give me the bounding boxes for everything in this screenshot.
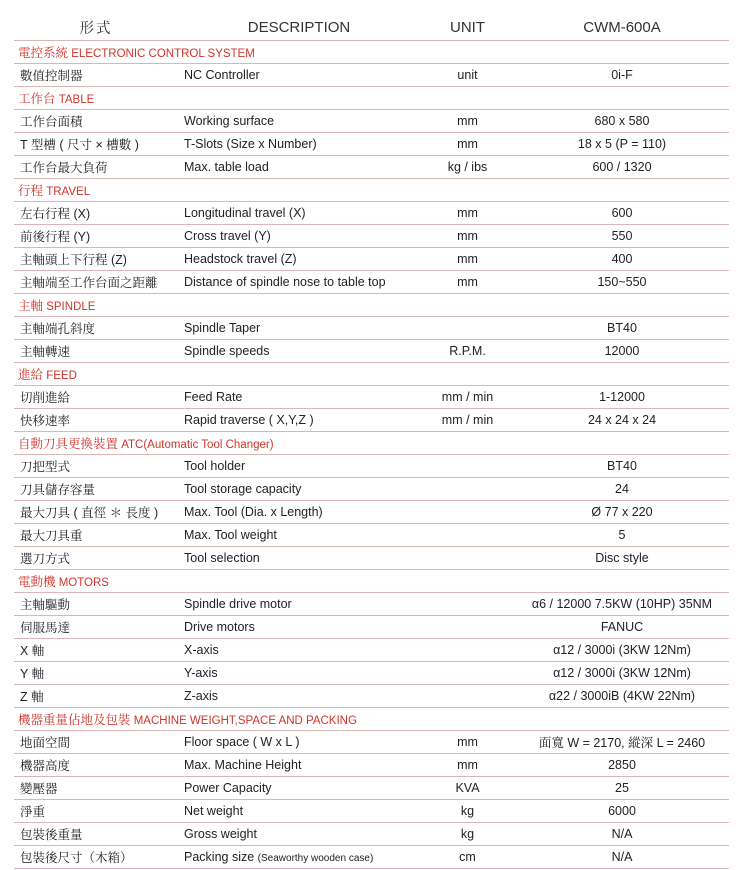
table-row bbox=[14, 547, 729, 570]
row-value-cell bbox=[515, 754, 729, 777]
section-title-en: MACHINE WEIGHT,SPACE AND PACKING bbox=[130, 715, 357, 727]
row-name: 最大刀具 ( 直徑 ＊ 長度 ) bbox=[20, 506, 159, 520]
row-name: X 軸 bbox=[20, 644, 45, 658]
row-unit-cell bbox=[420, 271, 515, 294]
table-row bbox=[14, 386, 729, 409]
row-value-cell bbox=[515, 64, 729, 87]
table-row bbox=[14, 846, 729, 869]
row-name: T 型槽 ( 尺寸 × 槽數 ) bbox=[20, 138, 139, 152]
row-value: 12000 bbox=[604, 344, 640, 358]
row-unit-cell bbox=[420, 777, 515, 800]
row-name: 左右行程 (X) bbox=[20, 207, 91, 221]
section-title-en: FEED bbox=[43, 370, 77, 382]
row-unit: mm bbox=[457, 229, 478, 243]
section-row bbox=[14, 179, 729, 202]
row-description: Max. Tool (Dia. x Length) bbox=[184, 505, 323, 519]
row-unit: kg bbox=[460, 827, 475, 841]
row-name-cell bbox=[14, 501, 178, 524]
row-unit-cell bbox=[420, 501, 515, 524]
section-title-en: TRAVEL bbox=[43, 186, 91, 198]
row-value-cell bbox=[515, 202, 729, 225]
row-unit-cell bbox=[420, 662, 515, 685]
row-description-cell bbox=[178, 593, 420, 616]
row-value-cell bbox=[515, 593, 729, 616]
section-title-cjk: 自動刀具更換裝置 bbox=[18, 437, 119, 451]
row-value: 680 x 580 bbox=[594, 114, 650, 128]
section-cell bbox=[14, 570, 729, 593]
specification-table bbox=[14, 14, 729, 869]
row-name-cell bbox=[14, 823, 178, 846]
row-description: Packing size (Seaworthy wooden case) bbox=[184, 850, 374, 864]
table-row bbox=[14, 616, 729, 639]
row-name: 切削進給 bbox=[20, 391, 71, 405]
row-description: X-axis bbox=[184, 643, 219, 657]
section-title bbox=[14, 43, 729, 61]
row-description-cell bbox=[178, 225, 420, 248]
row-description: Headstock travel (Z) bbox=[184, 252, 297, 266]
section-title-cjk: 工作台 bbox=[18, 92, 56, 106]
row-value: 面寬 W = 2170, 縱深 L = 2460 bbox=[538, 736, 706, 750]
row-unit: cm bbox=[459, 850, 476, 864]
row-name: 包裝後尺寸（木箱） bbox=[20, 851, 133, 865]
row-value-cell bbox=[515, 156, 729, 179]
section-row bbox=[14, 432, 729, 455]
row-description-cell bbox=[178, 524, 420, 547]
row-unit-cell bbox=[420, 225, 515, 248]
header-unit-label: UNIT bbox=[450, 18, 485, 36]
row-value: 150~550 bbox=[597, 275, 647, 289]
row-description-cell bbox=[178, 202, 420, 225]
row-value-cell bbox=[515, 823, 729, 846]
row-unit-cell bbox=[420, 386, 515, 409]
section-cell bbox=[14, 294, 729, 317]
row-value: Ø 77 x 220 bbox=[591, 505, 653, 519]
row-unit: kg / ibs bbox=[447, 160, 488, 174]
row-name: 主軸端至工作台面之距離 bbox=[20, 276, 158, 290]
table-row bbox=[14, 271, 729, 294]
row-unit: kg bbox=[460, 804, 475, 818]
section-title-cjk: 機器重量佔地及包裝 bbox=[18, 713, 131, 727]
row-name: 刀具儲存容量 bbox=[20, 483, 96, 497]
row-description-cell bbox=[178, 754, 420, 777]
row-name-cell bbox=[14, 639, 178, 662]
row-unit: KVA bbox=[455, 781, 480, 795]
row-name-cell bbox=[14, 616, 178, 639]
row-description-cell bbox=[178, 823, 420, 846]
section-title-cjk: 電控系統 bbox=[18, 46, 69, 60]
row-value: BT40 bbox=[607, 321, 637, 335]
table-row bbox=[14, 340, 729, 363]
row-name-cell bbox=[14, 754, 178, 777]
row-name: 主軸轉速 bbox=[20, 345, 71, 359]
row-value-cell bbox=[515, 616, 729, 639]
table-row bbox=[14, 593, 729, 616]
row-description: T-Slots (Size x Number) bbox=[184, 137, 317, 151]
row-unit-cell bbox=[420, 685, 515, 708]
row-description: Cross travel (Y) bbox=[184, 229, 271, 243]
row-unit: mm / min bbox=[441, 390, 494, 404]
row-value: α6 / 12000 7.5KW (10HP) 35NM bbox=[531, 597, 713, 611]
row-name-cell bbox=[14, 547, 178, 570]
row-unit-cell bbox=[420, 731, 515, 754]
row-description-cell bbox=[178, 455, 420, 478]
row-description: Net weight bbox=[184, 804, 244, 818]
table-row bbox=[14, 455, 729, 478]
table-row bbox=[14, 639, 729, 662]
row-description: Spindle speeds bbox=[184, 344, 270, 358]
header-type-label: 形式 bbox=[79, 20, 113, 37]
section-row bbox=[14, 87, 729, 110]
row-value-cell bbox=[515, 317, 729, 340]
row-description: Tool holder bbox=[184, 459, 246, 473]
table-row bbox=[14, 662, 729, 685]
row-description-cell bbox=[178, 639, 420, 662]
row-value: 400 bbox=[611, 252, 633, 266]
row-value: N/A bbox=[611, 827, 633, 841]
row-name: 主軸驅動 bbox=[20, 598, 71, 612]
row-value: α12 / 3000i (3KW 12Nm) bbox=[553, 643, 691, 657]
table-row bbox=[14, 754, 729, 777]
table-row bbox=[14, 823, 729, 846]
row-description: Max. table load bbox=[184, 160, 269, 174]
row-value-cell bbox=[515, 501, 729, 524]
row-value: BT40 bbox=[607, 459, 637, 473]
row-description-cell bbox=[178, 478, 420, 501]
row-value-cell bbox=[515, 225, 729, 248]
row-description: Tool selection bbox=[184, 551, 260, 565]
row-unit-cell bbox=[420, 846, 515, 869]
row-name-cell bbox=[14, 800, 178, 823]
section-title-en: MOTORS bbox=[55, 577, 109, 589]
row-description-cell bbox=[178, 731, 420, 754]
header-cell-unit bbox=[420, 14, 515, 41]
row-unit-cell bbox=[420, 133, 515, 156]
row-name: 前後行程 (Y) bbox=[20, 230, 91, 244]
row-description-note: (Seaworthy wooden case) bbox=[257, 853, 374, 864]
section-title-en: SPINDLE bbox=[43, 301, 96, 313]
table-row bbox=[14, 317, 729, 340]
section-title-cjk: 行程 bbox=[18, 184, 44, 198]
table-row bbox=[14, 524, 729, 547]
row-name-cell bbox=[14, 64, 178, 87]
row-value: 18 x 5 (P = 110) bbox=[577, 137, 667, 151]
row-value: 0i-F bbox=[611, 68, 633, 82]
row-value-cell bbox=[515, 547, 729, 570]
row-name-cell bbox=[14, 110, 178, 133]
row-unit-cell bbox=[420, 409, 515, 432]
row-unit-cell bbox=[420, 455, 515, 478]
row-name: 包裝後重量 bbox=[20, 828, 83, 842]
row-value: α12 / 3000i (3KW 12Nm) bbox=[553, 666, 691, 680]
row-unit-cell bbox=[420, 524, 515, 547]
row-name: 主軸頭上下行程 (Z) bbox=[20, 253, 127, 267]
row-description: Drive motors bbox=[184, 620, 255, 634]
row-unit-cell bbox=[420, 340, 515, 363]
row-value-cell bbox=[515, 731, 729, 754]
row-unit-cell bbox=[420, 248, 515, 271]
row-description: Longitudinal travel (X) bbox=[184, 206, 306, 220]
section-title-cjk: 電動機 bbox=[18, 575, 56, 589]
row-name: 最大刀具重 bbox=[20, 529, 83, 543]
row-name: 主軸端孔斜度 bbox=[20, 322, 96, 336]
table-row bbox=[14, 731, 729, 754]
row-value: 550 bbox=[611, 229, 633, 243]
row-name: 伺服馬達 bbox=[20, 621, 71, 635]
section-title-en: ELECTRONIC CONTROL SYSTEM bbox=[68, 48, 255, 60]
table-body bbox=[14, 14, 729, 869]
row-unit-cell bbox=[420, 156, 515, 179]
row-value-cell bbox=[515, 271, 729, 294]
row-description-cell bbox=[178, 64, 420, 87]
row-unit: mm bbox=[457, 275, 478, 289]
row-value-cell bbox=[515, 662, 729, 685]
table-row bbox=[14, 202, 729, 225]
row-unit: mm bbox=[457, 735, 478, 749]
section-row bbox=[14, 363, 729, 386]
row-name-cell bbox=[14, 202, 178, 225]
header-cell-type bbox=[14, 14, 178, 41]
row-name: 快移速率 bbox=[20, 414, 71, 428]
row-value-cell bbox=[515, 846, 729, 869]
section-title-en: ATC(Automatic Tool Changer) bbox=[118, 439, 274, 451]
header-cell-description bbox=[178, 14, 420, 41]
row-value-cell bbox=[515, 524, 729, 547]
row-value-cell bbox=[515, 478, 729, 501]
row-description: Distance of spindle nose to table top bbox=[184, 275, 386, 289]
table-row bbox=[14, 225, 729, 248]
row-name-cell bbox=[14, 386, 178, 409]
section-title bbox=[14, 296, 729, 314]
row-value-cell bbox=[515, 639, 729, 662]
row-name: 數值控制器 bbox=[20, 69, 83, 83]
row-description-cell bbox=[178, 156, 420, 179]
row-unit-cell bbox=[420, 616, 515, 639]
section-cell bbox=[14, 432, 729, 455]
row-name-cell bbox=[14, 225, 178, 248]
row-name-cell bbox=[14, 731, 178, 754]
row-value-cell bbox=[515, 110, 729, 133]
row-name-cell bbox=[14, 455, 178, 478]
row-unit: mm bbox=[457, 206, 478, 220]
section-row bbox=[14, 41, 729, 64]
row-unit-cell bbox=[420, 823, 515, 846]
table-row bbox=[14, 478, 729, 501]
row-description-cell bbox=[178, 386, 420, 409]
table-row bbox=[14, 800, 729, 823]
row-name-cell bbox=[14, 478, 178, 501]
row-description-cell bbox=[178, 800, 420, 823]
section-cell bbox=[14, 708, 729, 731]
section-title bbox=[14, 181, 729, 199]
row-name: 淨重 bbox=[20, 805, 46, 819]
row-unit: unit bbox=[457, 68, 478, 82]
row-value-cell bbox=[515, 800, 729, 823]
row-value-cell bbox=[515, 248, 729, 271]
row-value: 2850 bbox=[608, 758, 636, 772]
row-name: 刀把型式 bbox=[20, 460, 71, 474]
row-name-cell bbox=[14, 409, 178, 432]
section-title bbox=[14, 572, 729, 590]
row-name-cell bbox=[14, 156, 178, 179]
row-description: Max. Machine Height bbox=[184, 758, 302, 772]
row-description-cell bbox=[178, 501, 420, 524]
section-title bbox=[14, 710, 729, 728]
row-description: Spindle drive motor bbox=[184, 597, 292, 611]
section-cell bbox=[14, 41, 729, 64]
row-value-cell bbox=[515, 133, 729, 156]
row-description: Working surface bbox=[184, 114, 275, 128]
row-value: 600 / 1320 bbox=[592, 160, 652, 174]
row-description-cell bbox=[178, 248, 420, 271]
row-name: Y 軸 bbox=[20, 667, 45, 681]
row-unit: R.P.M. bbox=[449, 344, 486, 358]
row-name-cell bbox=[14, 593, 178, 616]
row-value-cell bbox=[515, 685, 729, 708]
section-title bbox=[14, 89, 729, 107]
table-header-row bbox=[14, 14, 729, 41]
row-name: 工作台面積 bbox=[20, 115, 83, 129]
row-description-cell bbox=[178, 110, 420, 133]
row-value: 24 bbox=[615, 482, 629, 496]
row-description: NC Controller bbox=[184, 68, 260, 82]
row-description-cell bbox=[178, 685, 420, 708]
row-name-cell bbox=[14, 340, 178, 363]
row-value-cell bbox=[515, 340, 729, 363]
section-row bbox=[14, 708, 729, 731]
header-description-label: DESCRIPTION bbox=[247, 18, 351, 36]
section-title-cjk: 進給 bbox=[18, 368, 44, 382]
table-row bbox=[14, 110, 729, 133]
row-name: Z 軸 bbox=[20, 690, 44, 704]
row-unit-cell bbox=[420, 478, 515, 501]
row-value: N/A bbox=[611, 850, 633, 864]
row-unit: mm bbox=[457, 252, 478, 266]
row-value: α22 / 3000iB (4KW 22Nm) bbox=[548, 689, 696, 703]
row-value: 5 bbox=[618, 528, 626, 542]
row-description: Z-axis bbox=[184, 689, 219, 703]
section-row bbox=[14, 570, 729, 593]
row-description-cell bbox=[178, 271, 420, 294]
section-title-en: TABLE bbox=[55, 94, 95, 106]
row-value-cell bbox=[515, 777, 729, 800]
row-unit-cell bbox=[420, 547, 515, 570]
row-name: 變壓器 bbox=[20, 782, 58, 796]
row-unit-cell bbox=[420, 754, 515, 777]
row-description: Gross weight bbox=[184, 827, 257, 841]
row-name-cell bbox=[14, 685, 178, 708]
row-description-cell bbox=[178, 547, 420, 570]
section-row bbox=[14, 294, 729, 317]
row-value: Disc style bbox=[595, 551, 649, 565]
row-unit-cell bbox=[420, 64, 515, 87]
row-name: 地面空間 bbox=[20, 736, 71, 750]
table-row bbox=[14, 685, 729, 708]
row-unit-cell bbox=[420, 639, 515, 662]
row-name: 選刀方式 bbox=[20, 552, 71, 566]
section-cell bbox=[14, 87, 729, 110]
table-row bbox=[14, 133, 729, 156]
row-description-cell bbox=[178, 317, 420, 340]
row-description-cell bbox=[178, 409, 420, 432]
row-name-cell bbox=[14, 846, 178, 869]
section-cell bbox=[14, 179, 729, 202]
row-name: 工作台最大負荷 bbox=[20, 161, 108, 175]
row-description: Tool storage capacity bbox=[184, 482, 302, 496]
row-name: 機器高度 bbox=[20, 759, 71, 773]
row-description: Spindle Taper bbox=[184, 321, 261, 335]
row-unit-cell bbox=[420, 593, 515, 616]
row-unit: mm bbox=[457, 137, 478, 151]
row-description: Floor space ( W x L ) bbox=[184, 735, 300, 749]
row-value-cell bbox=[515, 455, 729, 478]
header-cell-model bbox=[515, 14, 729, 41]
row-unit: mm / min bbox=[441, 413, 494, 427]
table-row bbox=[14, 64, 729, 87]
row-unit-cell bbox=[420, 202, 515, 225]
row-description: Y-axis bbox=[184, 666, 218, 680]
table-row bbox=[14, 409, 729, 432]
row-name-cell bbox=[14, 777, 178, 800]
row-name-cell bbox=[14, 317, 178, 340]
row-unit-cell bbox=[420, 317, 515, 340]
section-title bbox=[14, 434, 729, 452]
row-description-cell bbox=[178, 616, 420, 639]
row-description-cell bbox=[178, 846, 420, 869]
row-value: FANUC bbox=[600, 620, 644, 634]
row-name-cell bbox=[14, 524, 178, 547]
row-value: 24 x 24 x 24 bbox=[587, 413, 657, 427]
header-model-label: CWM-600A bbox=[583, 18, 661, 36]
row-value-cell bbox=[515, 409, 729, 432]
table-row bbox=[14, 777, 729, 800]
row-description: Max. Tool weight bbox=[184, 528, 277, 542]
row-description: Feed Rate bbox=[184, 390, 243, 404]
row-description-cell bbox=[178, 777, 420, 800]
row-value: 25 bbox=[615, 781, 629, 795]
row-description: Power Capacity bbox=[184, 781, 272, 795]
row-name-cell bbox=[14, 133, 178, 156]
row-value: 6000 bbox=[608, 804, 636, 818]
section-cell bbox=[14, 363, 729, 386]
row-name-cell bbox=[14, 662, 178, 685]
row-description: Rapid traverse ( X,Y,Z ) bbox=[184, 413, 314, 427]
row-value-cell bbox=[515, 386, 729, 409]
section-title bbox=[14, 365, 729, 383]
row-name-cell bbox=[14, 248, 178, 271]
row-description-cell bbox=[178, 340, 420, 363]
table-row bbox=[14, 156, 729, 179]
row-value: 1-12000 bbox=[599, 390, 645, 404]
row-unit-cell bbox=[420, 800, 515, 823]
table-row bbox=[14, 248, 729, 271]
row-unit-cell bbox=[420, 110, 515, 133]
row-description-cell bbox=[178, 662, 420, 685]
row-unit: mm bbox=[457, 758, 478, 772]
table-row bbox=[14, 501, 729, 524]
row-description-cell bbox=[178, 133, 420, 156]
row-value: 600 bbox=[611, 206, 633, 220]
section-title-cjk: 主軸 bbox=[18, 299, 44, 313]
row-name-cell bbox=[14, 271, 178, 294]
row-unit: mm bbox=[457, 114, 478, 128]
